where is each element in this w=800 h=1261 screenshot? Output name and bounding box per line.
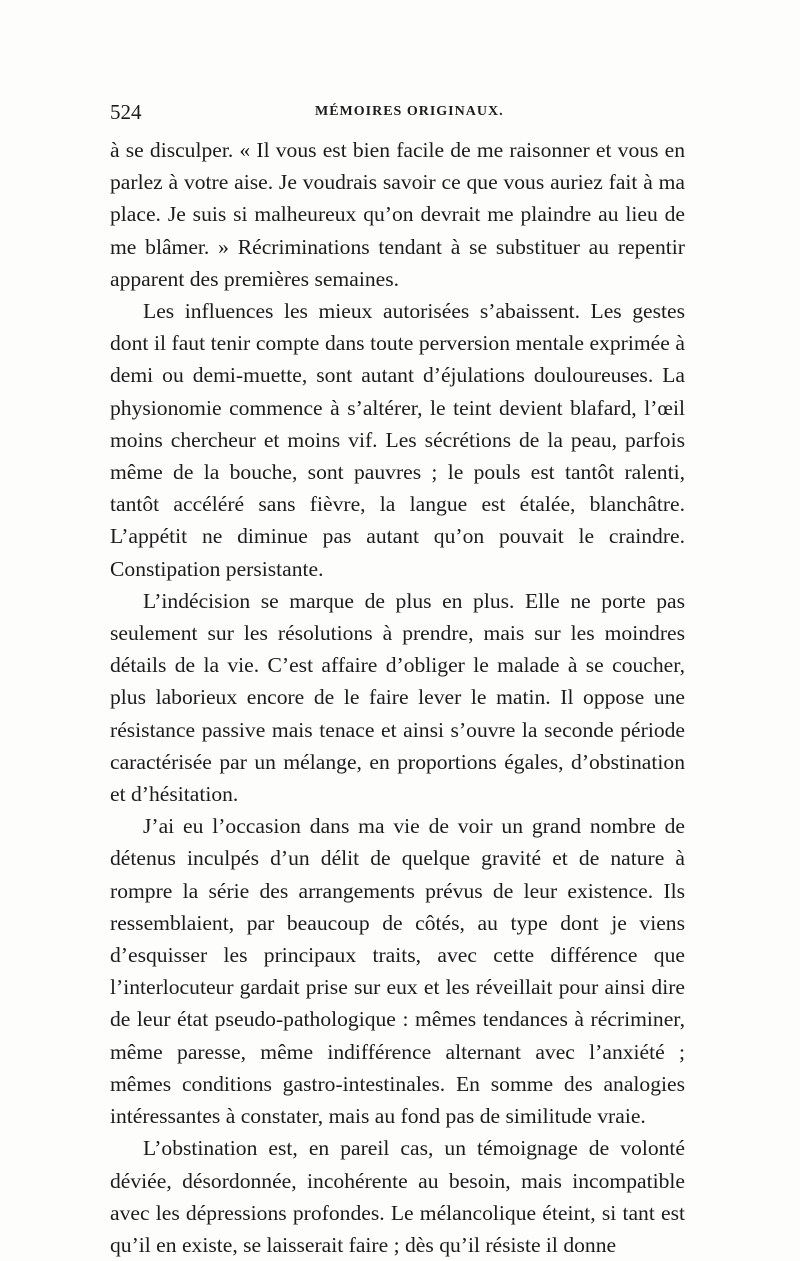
page-header: [110, 97, 685, 127]
paragraph: L’obstination est, en pareil cas, un témoignage de volonté déviée, désordonnée, incohérente au besoin, mais incompatible avec les dépressions profondes. Le mélancolique éteint, si tant est qu’il en existe, se laisserait faire ; dès qu’il résiste il donne: [110, 1136, 685, 1257]
paragraph: L’indécision se marque de plus en plus. Elle ne porte pas seulement sur les résolutions à prendre, mais sur les moindres détails de la vie. C’est affaire d’obliger le malade à se coucher, plus laborieux encore de le faire lever le matin. Il oppose une résistance passive mais tenace et ainsi s’ouvre la seconde période caractérisée par un mélange, en proportions égales, d’obstination et d’hésitation.: [110, 588, 685, 807]
body-text: [110, 134, 685, 1261]
page-number: 524: [110, 100, 142, 124]
paragraph-continuation: à se disculper. « Il vous est bien facile de me raisonner et vous en parlez à votre aise. Je voudrais savoir ce que vous auriez fait à ma place. Je suis si malheureux qu’on devrait me plaindre au lieu de me blâmer. » Récriminations tendant à se substituer au repentir apparent des premières semaines.: [110, 138, 685, 291]
book-page: [110, 97, 685, 1261]
paragraph: Les influences les mieux autorisées s’abaissent. Les gestes dont il faut tenir compte dans toute perversion mentale exprimée à demi ou demi-muette, sont autant d’éjulations douloureuses. La physionomie commence à s’altérer, le teint devient blafard, l’œil moins chercheur et moins vif. Les sécrétions de la peau, parfois même de la bouche, sont pauvres ; le pouls est tantôt ralenti, tantôt accéléré sans fièvre, la langue est étalée, blanchâtre. L’appétit ne diminue pas autant qu’on pouvait le craindre. Constipation persistante.: [110, 299, 685, 581]
running-head: MÉMOIRES ORIGINAUX.: [315, 104, 504, 119]
paragraph: J’ai eu l’occasion dans ma vie de voir un grand nombre de détenus inculpés d’un délit de quelque gravité et de nature à rompre la série des arrangements prévus de leur existence. Ils ressemblaient, par beaucoup de côtés, au type dont je viens d’esquisser les principaux traits, avec cette différence que l’interlocuteur gardait prise sur eux et les réveillait pour ainsi dire de leur état pseudo-pathologique : mêmes tendances à récriminer, même paresse, même indifférence alternant avec l’anxiété ; mêmes conditions gastro-intestinales. En somme des analogies intéressantes à constater, mais au fond pas de similitude vraie.: [110, 814, 685, 1129]
